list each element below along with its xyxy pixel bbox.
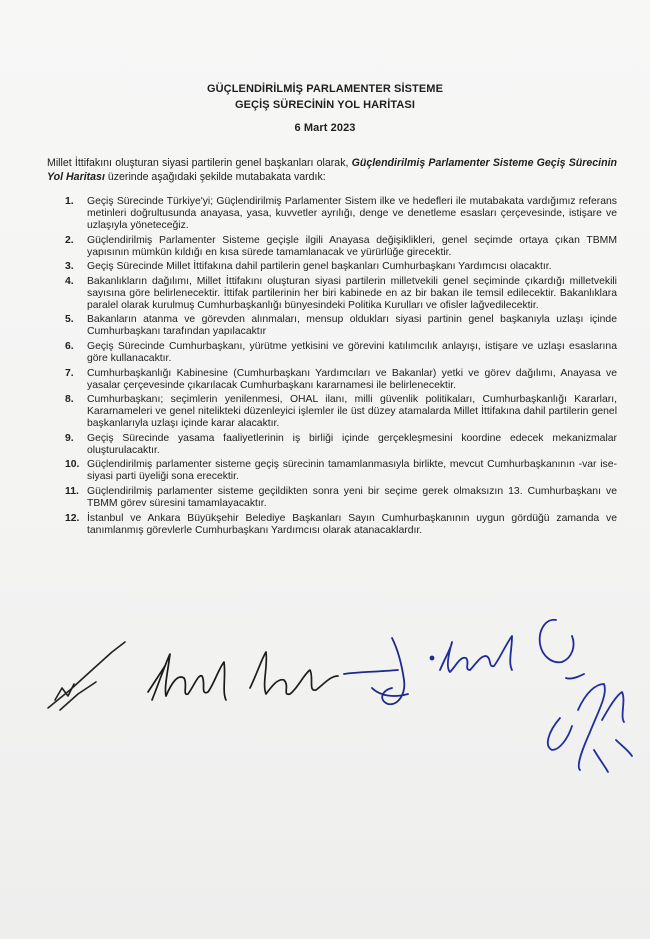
agreement-item-text: Bakanların atanma ve görevden alınmaları, mensup oldukları siyasi partinin genel başkanıyla uzlaşı içinde Cumhurbaşkanı tarafından yapılacaktır	[87, 314, 617, 338]
agreement-item	[47, 513, 617, 537]
agreement-item-number: 8.	[65, 394, 74, 406]
agreement-item-number: 6.	[65, 340, 74, 352]
agreement-item-number: 3.	[65, 261, 74, 273]
signatures-area	[0, 600, 650, 939]
agreement-item-number: 12.	[65, 512, 80, 524]
intro-emphasis: Güçlendirilmiş Parlamenter Sisteme Geçiş Sürecinin Yol Haritası	[47, 157, 617, 183]
agreement-item-text: İstanbul ve Ankara Büyükşehir Belediye Başkanları Sayın Cumhurbaşkanının uygun gördüğü zamanda ve tanımlanmış görevlerle Cumhurbaşkanı Yardımcısı olarak atanacaklardır.	[87, 512, 617, 536]
document-date: 6 Mart 2023	[294, 122, 356, 134]
agreement-item-number: 7.	[65, 367, 74, 379]
agreement-item-text: Geçiş Sürecinde Türkiye'yi; Güçlendirilmiş Parlamenter Sistem ilke ve hedefleri ile mutabakata vardığımız referans metinleri doğrultusunda anayasa, yasa, kuvvetler ayrılığı, denge ve denetleme esasları çerçevesinde, istişare ve uzlaşıyla yöneteceğiz.	[87, 196, 617, 231]
agreement-item-text: Cumhurbaşkanı; seçimlerin yenilenmesi, OHAL ilanı, milli güvenlik politikaları, Cumhurbaşkanlığı Kararları, Kararnameleri ve genel nitelikteki düzenleyici işlemler ile üst düzey atamalarda Millet İttifakına dahil partilerin genel başkanlarıyla uzlaşı içinde karar alacaktır.	[87, 394, 617, 430]
agreement-item	[47, 261, 617, 273]
agreement-item-text: Cumhurbaşkanlığı Kabinesine (Cumhurbaşkanı Yardımcıları ve Bakanlar) yetki ve görev dağılımı, Anayasa ve yasalar çerçevesinde çıkarılacak Cumhurbaşkanı kararnamesi ile belirlenecektir.	[87, 367, 617, 391]
agreement-item-text: Geçiş Sürecinde yasama faaliyetlerinin iş birliği içinde gerçekleşmesini koordine edecek mekanizmalar oluşturulacaktır.	[87, 432, 617, 456]
agreement-item-number: 9.	[65, 432, 74, 444]
signature-2	[148, 654, 226, 700]
signature-3	[250, 652, 338, 694]
intro-text-after: üzerinde aşağıdaki şekilde mutabakata vardık:	[104, 171, 326, 183]
agreement-item	[47, 486, 617, 510]
agreement-item-number: 11.	[65, 485, 79, 497]
agreement-item	[47, 235, 617, 259]
agreement-item-number: 4.	[65, 275, 74, 287]
agreement-item-text: Güçlendirilmiş parlamenter sisteme geçildikten sonra yeni bir seçime gerek olmaksızın 13. Cumhurbaşkanı ve TBMM görev süresini tamamlayacaktır.	[87, 485, 617, 509]
agreement-item	[47, 368, 617, 392]
agreement-item-text: Geçiş Sürecinde Millet İttifakına dahil partilerin genel başkanları Cumhurbaşkanı Yardımcısı olacaktır.	[87, 261, 552, 273]
agreement-item-number: 1.	[65, 196, 74, 207]
signature-6	[548, 684, 632, 772]
intro-paragraph	[47, 156, 617, 184]
agreement-item-text: Güçlendirilmiş parlamenter sisteme geçiş sürecinin tamamlanmasıyla birlikte, mevcut Cumhurbaşkanının -var ise- siyasi parti üyeliği sona erecektir.	[87, 459, 617, 483]
agreement-item	[47, 196, 617, 232]
agreement-item-text: Güçlendirilmiş Parlamenter Sisteme geçişle ilgili Anayasa değişiklikleri, genel seçimde ortaya çıkan TBMM yapısının mümkün kıldığı en kısa sürede tamamlanacak ve yürürlüğe girecektir.	[87, 234, 617, 258]
agreement-item-number: 2.	[65, 234, 74, 246]
agreement-items-list	[47, 196, 617, 539]
signature-5	[440, 620, 584, 679]
agreement-item-number: 10.	[65, 459, 80, 471]
agreement-item-number: 5.	[65, 314, 74, 326]
intro-text-before: Millet İttifakını oluşturan siyasi partilerin genel başkanları olarak,	[47, 157, 352, 169]
agreement-item	[47, 341, 617, 365]
signature-4	[344, 638, 434, 704]
agreement-item	[47, 459, 617, 483]
document-title-line2: GEÇİŞ SÜRECİNİN YOL HARİTASI	[234, 99, 416, 111]
document-title-line1: GÜÇLENDİRİLMİŞ PARLAMENTER SİSTEME	[206, 83, 444, 95]
agreement-item-text: Geçiş Sürecinde Cumhurbaşkanı, yürütme yetkisini ve görevini katılımcılık anlayışı, istişare ve uzlaşı esaslarına göre kullanacaktır.	[87, 340, 617, 364]
agreement-item	[47, 433, 617, 457]
agreement-item	[47, 394, 617, 430]
agreement-item	[47, 276, 617, 312]
agreement-item-text: Bakanlıkların dağılımı, Millet İttifakını oluşturan siyasi partilerin milletvekili genel seçiminde çıkardığı milletvekili sayısına göre belirlenecektir. İttifak partilerinin her biri kabinede en az bir bakan ile temsil edilecektir. Bakanlıklara paralel olarak kurulmuş Cumhurbaşkanlığı bünyesindeki Politika Kurulları ve ofisler lağvedilecektir.	[87, 275, 617, 311]
agreement-item	[47, 314, 617, 338]
signature-1	[48, 642, 125, 710]
